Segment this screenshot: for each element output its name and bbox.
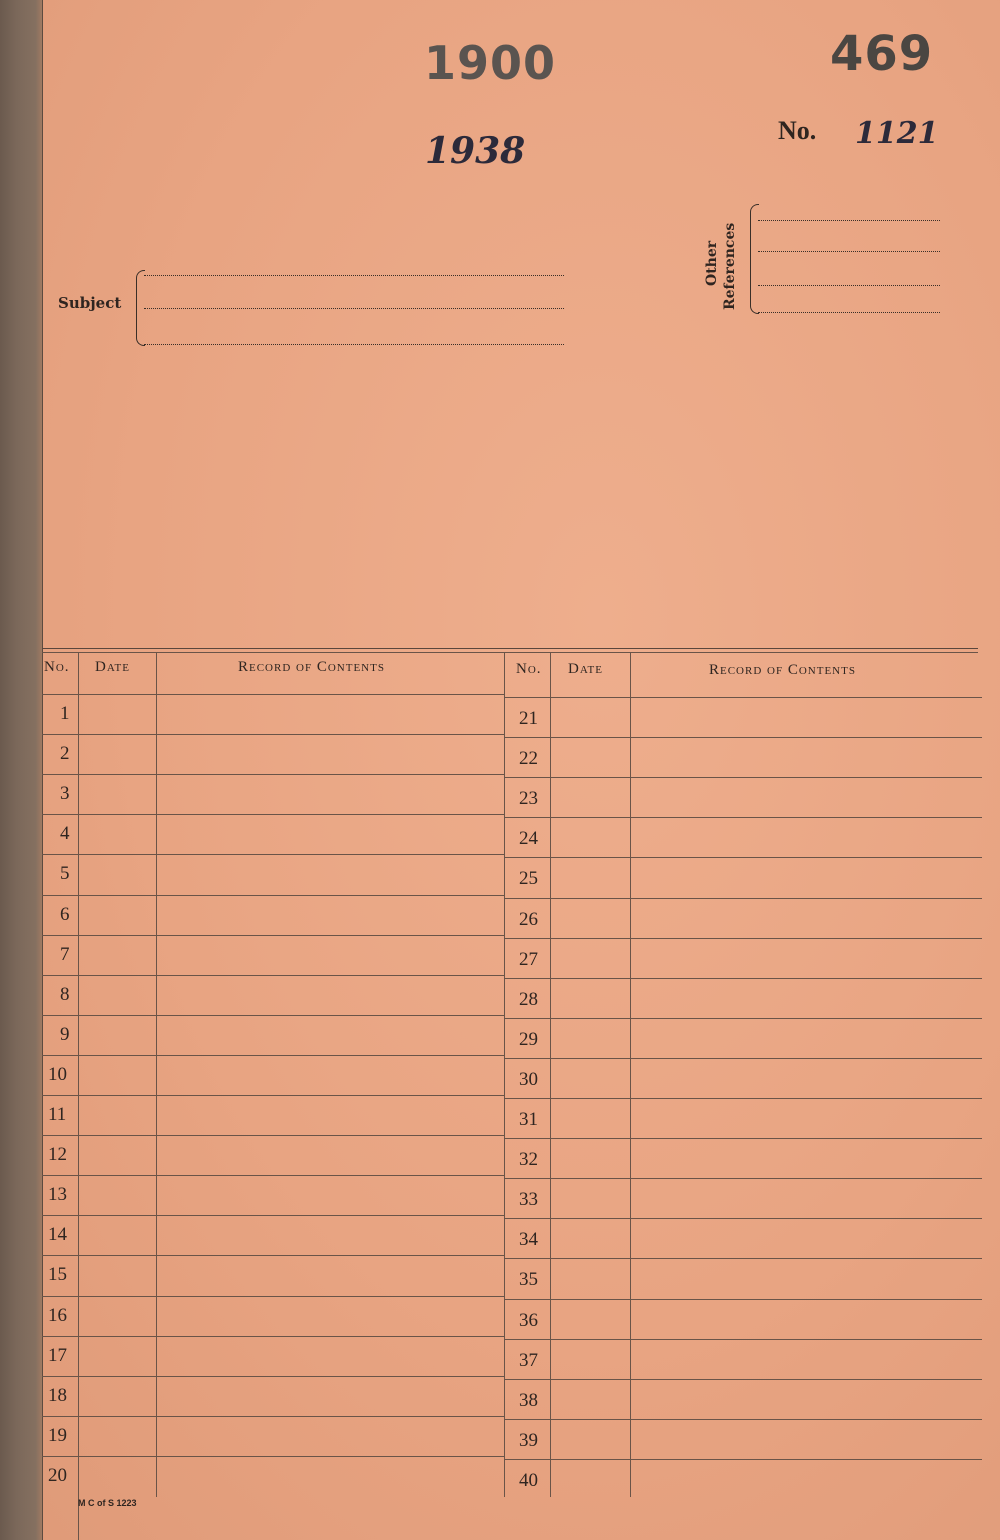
table-row [504, 938, 982, 939]
row-number: 30 [519, 1068, 538, 1090]
table-row [42, 1255, 504, 1256]
right-header-no: No. [516, 661, 542, 677]
table-top-border [42, 648, 978, 649]
left-header-date: Date [95, 659, 130, 675]
table-row [504, 1419, 982, 1420]
row-number: 19 [48, 1424, 67, 1446]
row-number: 26 [519, 908, 538, 930]
number-label: No. [778, 116, 817, 145]
table-row [42, 854, 504, 855]
right-date-divider [630, 652, 631, 1497]
table-row [42, 1095, 504, 1096]
row-number: 10 [48, 1063, 67, 1085]
row-number: 2 [60, 743, 70, 765]
row-number: 25 [519, 868, 538, 890]
references-line-4 [758, 312, 940, 313]
references-line-3 [758, 285, 940, 286]
row-number: 28 [519, 988, 538, 1010]
table-row [504, 898, 982, 899]
left-header-record: Record of Contents [238, 659, 385, 675]
center-divider [504, 652, 505, 1497]
table-row [42, 1015, 504, 1016]
row-number: 13 [48, 1184, 67, 1206]
table-row [42, 814, 504, 815]
row-number: 7 [60, 943, 70, 965]
row-number: 22 [519, 748, 538, 770]
row-number: 17 [48, 1344, 67, 1366]
subject-line-3 [144, 344, 564, 345]
table-top-border-inner [42, 652, 978, 653]
row-number: 11 [48, 1104, 67, 1125]
table-row [42, 734, 504, 735]
table-row [504, 737, 982, 738]
row-number: 15 [48, 1264, 67, 1286]
stamped-number: 469 [830, 26, 934, 82]
table-row [42, 1336, 504, 1337]
handwritten-year: 1938 [425, 130, 526, 172]
table-row [504, 1218, 982, 1219]
subject-line-1 [144, 275, 564, 276]
references-line-2 [758, 251, 940, 252]
table-row [42, 1215, 504, 1216]
other-label-line: Other [704, 240, 720, 286]
table-row [504, 1058, 982, 1059]
table-row [504, 1339, 982, 1340]
right-no-divider [550, 652, 551, 1497]
row-number: 3 [60, 783, 70, 805]
right-header-record: Record of Contents [709, 662, 856, 678]
table-row [42, 895, 504, 896]
row-number: 31 [519, 1109, 538, 1130]
left-date-divider [156, 652, 157, 1497]
row-number: 24 [519, 828, 538, 850]
row-number: 35 [519, 1269, 538, 1291]
table-row [504, 697, 982, 698]
row-number: 36 [519, 1309, 538, 1331]
table-row [504, 1379, 982, 1380]
table-row [504, 817, 982, 818]
table-row [42, 1296, 504, 1297]
table-row [504, 1459, 982, 1460]
row-number: 23 [519, 788, 538, 810]
form-code: M C of S 1223 [78, 1498, 137, 1508]
row-number: 27 [519, 948, 538, 970]
row-number: 37 [519, 1349, 538, 1371]
handwritten-number: 1121 [855, 116, 939, 151]
table-row [42, 774, 504, 775]
table-row [42, 1135, 504, 1136]
row-number: 14 [48, 1224, 67, 1246]
stamped-year: 1900 [424, 36, 557, 90]
references-label-line: References [722, 222, 738, 310]
subject-line-2 [144, 308, 564, 309]
left-no-divider [78, 652, 79, 1540]
row-number: 16 [48, 1304, 67, 1326]
table-row [504, 777, 982, 778]
row-number: 9 [60, 1023, 70, 1045]
row-number: 5 [60, 863, 70, 885]
row-number: 29 [519, 1028, 538, 1050]
table-row [42, 935, 504, 936]
table-row [504, 857, 982, 858]
table-row [42, 1175, 504, 1176]
row-number: 39 [519, 1429, 538, 1451]
table-row [42, 694, 504, 695]
subject-label: Subject [58, 294, 122, 312]
row-number: 33 [519, 1189, 538, 1211]
table-row [42, 1416, 504, 1417]
references-line-1 [758, 220, 940, 221]
left-header-no: No. [44, 659, 70, 675]
table-row [42, 975, 504, 976]
table-row [504, 1299, 982, 1300]
row-number: 4 [60, 823, 70, 845]
row-number: 1 [60, 703, 70, 724]
row-number: 40 [519, 1469, 538, 1491]
table-row [504, 1178, 982, 1179]
row-number: 21 [519, 708, 538, 729]
table-row [504, 1138, 982, 1139]
row-number: 18 [48, 1384, 67, 1406]
table-row [504, 1098, 982, 1099]
row-number: 32 [519, 1149, 538, 1171]
table-row [42, 1456, 504, 1457]
row-number: 20 [48, 1464, 67, 1486]
row-number: 34 [519, 1229, 538, 1251]
table-row [504, 1258, 982, 1259]
table-row [504, 1018, 982, 1019]
row-number: 12 [48, 1144, 67, 1166]
binding-spine [0, 0, 43, 1540]
table-row [42, 1376, 504, 1377]
table-row [504, 978, 982, 979]
row-number: 38 [519, 1389, 538, 1411]
other-references-label [700, 212, 748, 312]
table-row [42, 1055, 504, 1056]
row-number: 8 [60, 983, 70, 1005]
right-header-date: Date [568, 661, 603, 677]
row-number: 6 [60, 903, 70, 925]
